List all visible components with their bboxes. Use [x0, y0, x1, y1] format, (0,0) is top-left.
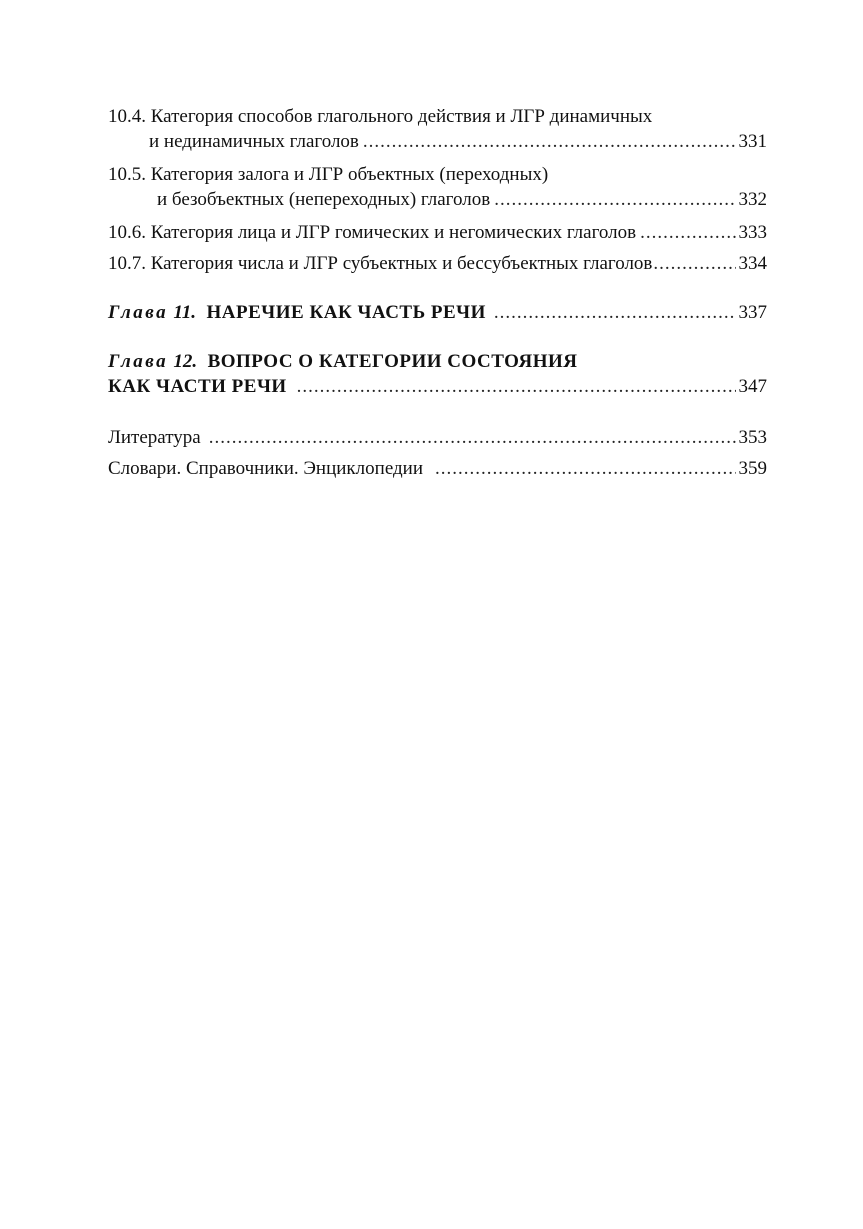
toc-entry-title-line [108, 349, 767, 374]
toc-page-number: 334 [738, 253, 767, 274]
toc-page-number: 337 [738, 302, 767, 323]
toc-page-number: 359 [738, 458, 767, 479]
toc-entry-10-7[interactable] [108, 251, 767, 276]
toc-chapter-11[interactable] [108, 300, 767, 325]
toc-entry-title: 10.5. Категория залога и ЛГР объектных (переходных) [108, 164, 549, 185]
toc-entry-title: Словари. Справочники. Энциклопедии [108, 458, 424, 479]
toc-entry-title-line [108, 374, 767, 399]
dot-leader [435, 456, 735, 481]
toc-entry-10-6[interactable] [108, 220, 767, 245]
chapter-heading [108, 349, 578, 374]
toc-entry-literature[interactable] [108, 425, 767, 450]
chapter-title: ВОПРОС О КАТЕГОРИИ СОСТОЯНИЯ [207, 351, 578, 372]
toc-entry-dictionaries[interactable] [108, 456, 767, 481]
toc-entry-title-continued: и безобъектных (непереходных) глаголов [157, 189, 491, 210]
dot-leader [494, 187, 735, 212]
toc-page-number: 333 [738, 222, 767, 243]
dot-leader [640, 220, 735, 245]
toc-chapter-12[interactable] [108, 349, 767, 399]
toc-entry-title-line [108, 104, 767, 129]
toc-entry-title-line [108, 162, 767, 187]
dot-leader [363, 129, 736, 154]
dot-leader [209, 425, 736, 450]
toc-entry-title: 10.7. Категория числа и ЛГР субъектных и бессубъектных глаголов [108, 253, 653, 274]
chapter-title-continued: КАК ЧАСТИ РЕЧИ [108, 376, 287, 397]
toc-entry-title: 10.4. Категория способов глагольного действия и ЛГР динамичных [108, 106, 653, 127]
toc-entry-title-line [108, 129, 767, 154]
toc-entry-title-continued: и нединамичных глаголов [149, 131, 359, 152]
toc-page-number: 347 [738, 376, 767, 397]
chapter-label: Глава [108, 302, 169, 323]
chapter-number: 11. [173, 302, 197, 323]
toc-page-number: 331 [738, 131, 767, 152]
dot-leader [653, 251, 735, 276]
toc-entry-title-line [108, 187, 767, 212]
chapter-heading [108, 300, 486, 325]
chapter-title: НАРЕЧИЕ КАК ЧАСТЬ РЕЧИ [206, 302, 486, 323]
toc-entry-title-line [108, 300, 767, 325]
table-of-contents [108, 104, 767, 481]
toc-entry-title: 10.6. Категория лица и ЛГР гомических и негомических глаголов [108, 222, 637, 243]
dot-leader [494, 300, 736, 325]
chapter-number: 12. [173, 351, 198, 372]
toc-entry-10-5[interactable] [108, 162, 767, 212]
toc-entry-title-line [108, 220, 767, 245]
toc-entry-title-line [108, 425, 767, 450]
toc-entry-title: Литература [108, 427, 201, 448]
toc-page-number: 332 [738, 189, 767, 210]
toc-entry-title-line [108, 456, 767, 481]
toc-page-number: 353 [738, 427, 767, 448]
toc-entry-title-line [108, 251, 767, 276]
dot-leader [297, 374, 736, 399]
chapter-label: Глава [108, 351, 169, 372]
toc-entry-10-4[interactable] [108, 104, 767, 154]
